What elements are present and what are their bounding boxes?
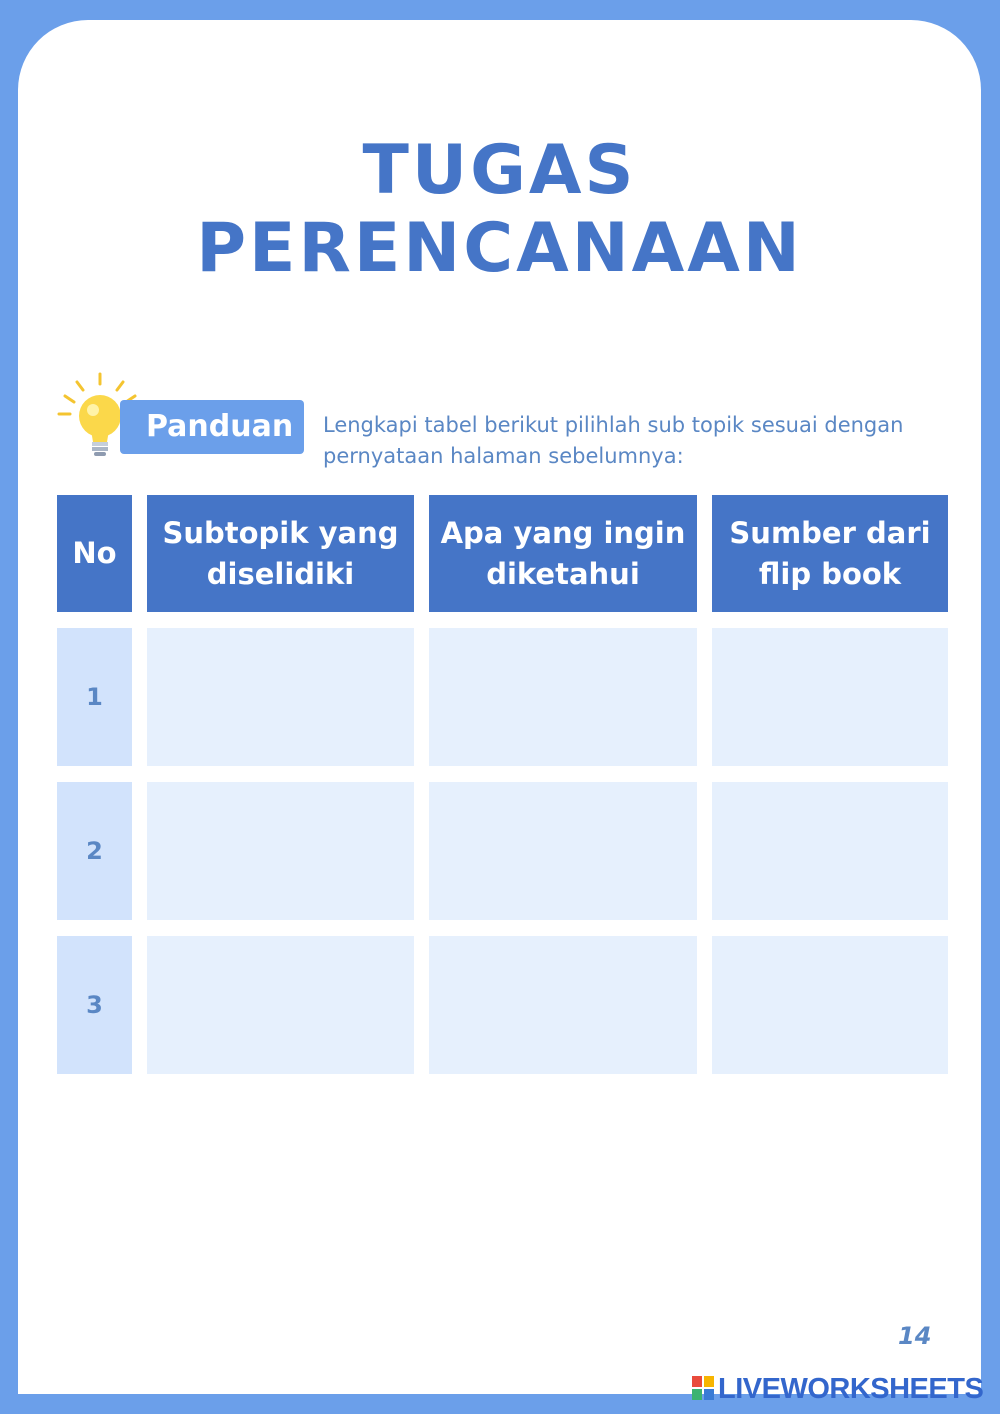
- page-number: 14: [898, 1322, 932, 1350]
- liveworksheets-logo-icon: [692, 1376, 716, 1402]
- page-title: [18, 132, 981, 288]
- guide-instruction: Lengkapi tabel berikut pilihlah sub topik sesuai dengan pernyataan halaman sebelumnya:: [323, 413, 904, 468]
- title-line-1: TUGAS: [362, 131, 637, 210]
- want-to-know-cell[interactable]: [429, 936, 697, 1074]
- brand-watermark: [692, 1372, 983, 1406]
- want-to-know-cell[interactable]: [429, 628, 697, 766]
- row-number: 1: [57, 628, 132, 766]
- brand-name: LIVEWORKSHEETS: [718, 1372, 984, 1405]
- subtopic-cell[interactable]: [147, 782, 414, 920]
- header-source: Sumber dari flip book: [712, 495, 948, 612]
- row-number: 3: [57, 936, 132, 1074]
- header-want-to-know: Apa yang ingin diketahui: [429, 495, 697, 612]
- source-cell[interactable]: [712, 782, 948, 920]
- want-to-know-cell[interactable]: [429, 782, 697, 920]
- guide-label: Panduan: [120, 400, 304, 454]
- header-no: No: [57, 495, 132, 612]
- row-number: 2: [57, 782, 132, 920]
- header-subtopic: Subtopik yang diselidiki: [147, 495, 414, 612]
- title-line-2: PERENCANAAN: [196, 209, 803, 288]
- source-cell[interactable]: [712, 628, 948, 766]
- subtopic-cell[interactable]: [147, 628, 414, 766]
- subtopic-cell[interactable]: [147, 936, 414, 1074]
- source-cell[interactable]: [712, 936, 948, 1074]
